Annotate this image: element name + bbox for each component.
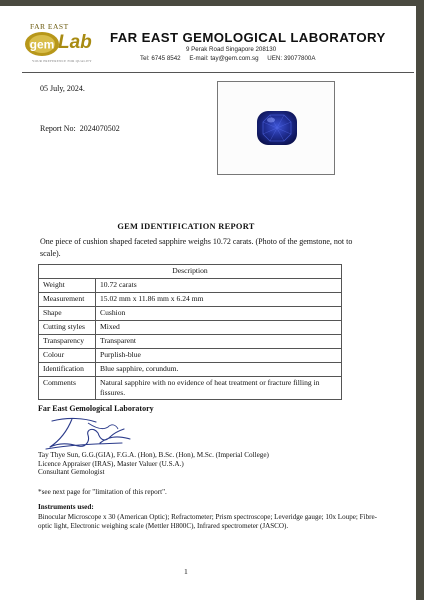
- page-number: 1: [184, 567, 188, 576]
- gemlab-logo: [24, 22, 100, 68]
- row-label: Shape: [39, 307, 96, 321]
- top-border: [0, 0, 424, 6]
- signatory-name: Tay Thye Sun, G.G.(GIA), F.G.A. (Hon), B.Sc. (Hon), M.Sc. (Imperial College): [38, 451, 269, 459]
- report-number: [40, 124, 120, 133]
- report-intro: One piece of cushion shaped faceted sapphire weighs 10.72 carats. (Photo of the gemstone, not to scale).: [40, 237, 353, 258]
- gem-logo-mark: [24, 31, 60, 57]
- sapphire-image: [218, 82, 334, 174]
- row-label: Comments: [39, 377, 96, 400]
- logo-lab-text: Lab: [58, 32, 92, 53]
- gemstone-photo: [217, 81, 335, 175]
- description-table: [38, 264, 342, 400]
- logo-tagline: YOUR PREFERENCE FOR QUALITY: [32, 59, 92, 63]
- logo-top-line: FAR EAST: [30, 22, 69, 31]
- instruments-heading: Instruments used:: [38, 503, 94, 511]
- row-value: 15.02 mm x 11.86 mm x 6.24 mm: [96, 293, 342, 307]
- lab-contact: [140, 55, 322, 62]
- right-border: [416, 0, 424, 600]
- row-value: Cushion: [96, 307, 342, 321]
- signatory-title: Consultant Gemologist: [38, 468, 105, 477]
- table-row: [39, 349, 342, 363]
- row-value: 10.72 carats: [96, 279, 342, 293]
- table-header-row: [39, 265, 342, 279]
- row-value: Natural sapphire with no evidence of heat treatment or fracture filling in fissures.: [96, 377, 342, 400]
- row-value: Transparent: [96, 335, 342, 349]
- signatory-lab: Far East Gemological Laboratory: [38, 404, 154, 413]
- lab-address: 9 Perak Road Singapore 208130: [186, 46, 277, 53]
- handwritten-signature: [38, 413, 138, 451]
- row-label: Cutting styles: [39, 321, 96, 335]
- row-label: Weight: [39, 279, 96, 293]
- report-number-value: 2024070502: [79, 124, 120, 133]
- limitation-note: *see next page for "limitation of this report".: [38, 488, 167, 496]
- row-label: Transparency: [39, 335, 96, 349]
- table-header: Description: [39, 265, 342, 279]
- lab-email: E-mail: tay@gem.com.sg: [189, 55, 259, 62]
- table-row: [39, 293, 342, 307]
- lab-uen: UEN: 39077800A: [267, 55, 316, 62]
- row-value: Mixed: [96, 321, 342, 335]
- instruments-list: Binocular Microscope x 30 (American Optic); Refractometer; Prism spectroscope; Leveridge gauge; 10x Loupe; Fibre-optic light, Electronic weighing scale (Mettler H800C), Infrared spectrometer (JASCO).: [38, 513, 378, 530]
- logo-gem-text: gem: [29, 37, 55, 52]
- table-row: [39, 335, 342, 349]
- table-row: [39, 321, 342, 335]
- report-date: 05 July, 2024.: [40, 84, 85, 93]
- report-heading: GEM IDENTIFICATION REPORT: [117, 222, 255, 231]
- row-value: Blue sapphire, corundum.: [96, 363, 342, 377]
- table-row: [39, 307, 342, 321]
- lab-telephone: Tel: 6745 8542: [140, 55, 181, 62]
- signatory-credentials: Licence Appraiser (IRAS), Master Valuer (U.S.A.): [38, 459, 184, 468]
- report-number-label: Report No:: [40, 124, 76, 133]
- row-label: Colour: [39, 349, 96, 363]
- row-value: Purplish-blue: [96, 349, 342, 363]
- signatory-details: [38, 451, 269, 477]
- table-row: [39, 279, 342, 293]
- table-row: [39, 377, 342, 400]
- row-label: Measurement: [39, 293, 96, 307]
- row-label: Identification: [39, 363, 96, 377]
- lab-title: FAR EAST GEMOLOGICAL LABORATORY: [110, 30, 386, 45]
- header-divider: [22, 72, 414, 73]
- table-row: [39, 363, 342, 377]
